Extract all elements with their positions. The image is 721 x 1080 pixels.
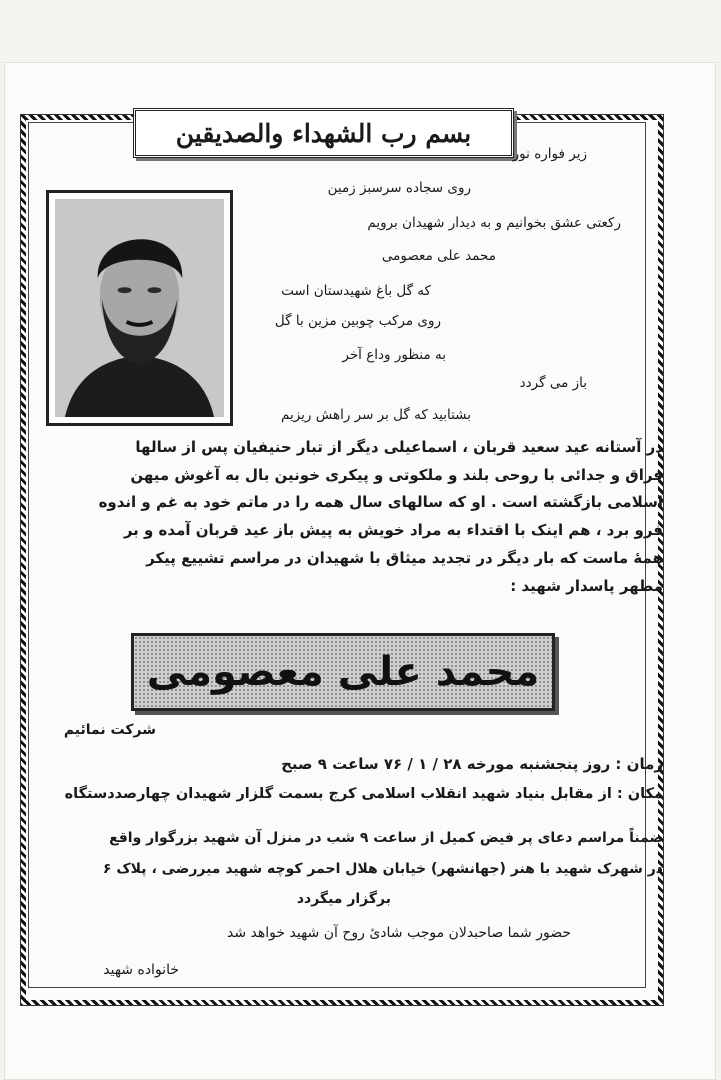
ceremony-line-3: برگزار میگردد (296, 891, 391, 907)
body-line-4: فرو برد ، هم اینک با اقتداء به مراد خویش به پیش باز عید قربان آمده و بر (123, 521, 663, 539)
poem-line-1: زیر فواره نور (512, 146, 587, 162)
portrait-photo (55, 199, 224, 417)
poem-line-4: محمد علی معصومی (381, 248, 496, 264)
header-title: بسم رب الشهداء والصدیقین (175, 118, 472, 148)
photo-frame (46, 190, 233, 426)
poem-line-9: بشتابید که گل بر سر راهش ریزیم (280, 407, 471, 423)
time-line: زمان : روز پنجشنبه مورخه ۲۸ / ۱ / ۷۶ ساعت ۹ صبح (281, 755, 663, 773)
poem-line-7: به منظور وداع آخر (342, 347, 446, 363)
body-line-1: در آستانه عید سعید قربان ، اسماعیلی دیگر از تبار حنیفیان پس از سالها (135, 438, 663, 456)
poem-line-2: روی سجاده سرسبز زمین (327, 180, 471, 196)
poem-line-3: رکعتی عشق بخوانیم و به دیدار شهیدان برویم (367, 215, 621, 231)
martyr-name-box (131, 633, 555, 711)
body-line-6: مطهر پاسدار شهید : (510, 577, 663, 595)
body-line-2: فراق و جدائی با روحی بلند و ملکوتی و پیکری خونین بال به آغوش میهن (130, 466, 663, 484)
ceremony-line-2: در شهرک شهید با هنر (جهانشهر) خیابان هلال احمر کوچه شهید میررضی ، پلاک ۶ (102, 861, 663, 877)
body-line-5: همهٔ ماست که بار دیگر در تجدید میثاق با شهیدان در مراسم تشییع پیکر (146, 549, 663, 567)
participate-text: شرکت نمائیم (63, 722, 156, 738)
ceremony-line-1: ضمناً مراسم دعای پر فیض کمیل از ساعت ۹ شب در منزل آن شهید بزرگوار واقع (109, 830, 663, 846)
poem-line-8: باز می گردد (519, 375, 587, 391)
signature-text: خانواده شهید (103, 962, 179, 978)
poem-line-5: که گل باغ شهیدستان است (281, 283, 431, 299)
place-line: مکان : از مقابل بنیاد شهید انقلاب اسلامی کرج بسمت گلزار شهیدان چهارصددستگاه (64, 786, 663, 802)
portrait-image (55, 199, 224, 417)
body-line-3: اسلامی بازگشته است . او که سالهای سال همه را در ماتم خود به غم و اندوه (98, 493, 663, 511)
header-title-box (133, 108, 514, 158)
poem-line-6: روی مرکب چوبین مزین با گل (274, 313, 441, 329)
martyr-name: محمد علی معصومی (146, 649, 540, 695)
closing-text: حضور شما صاحبدلان موجب شادیٔ روح آن شهید خواهد شد (227, 925, 571, 941)
